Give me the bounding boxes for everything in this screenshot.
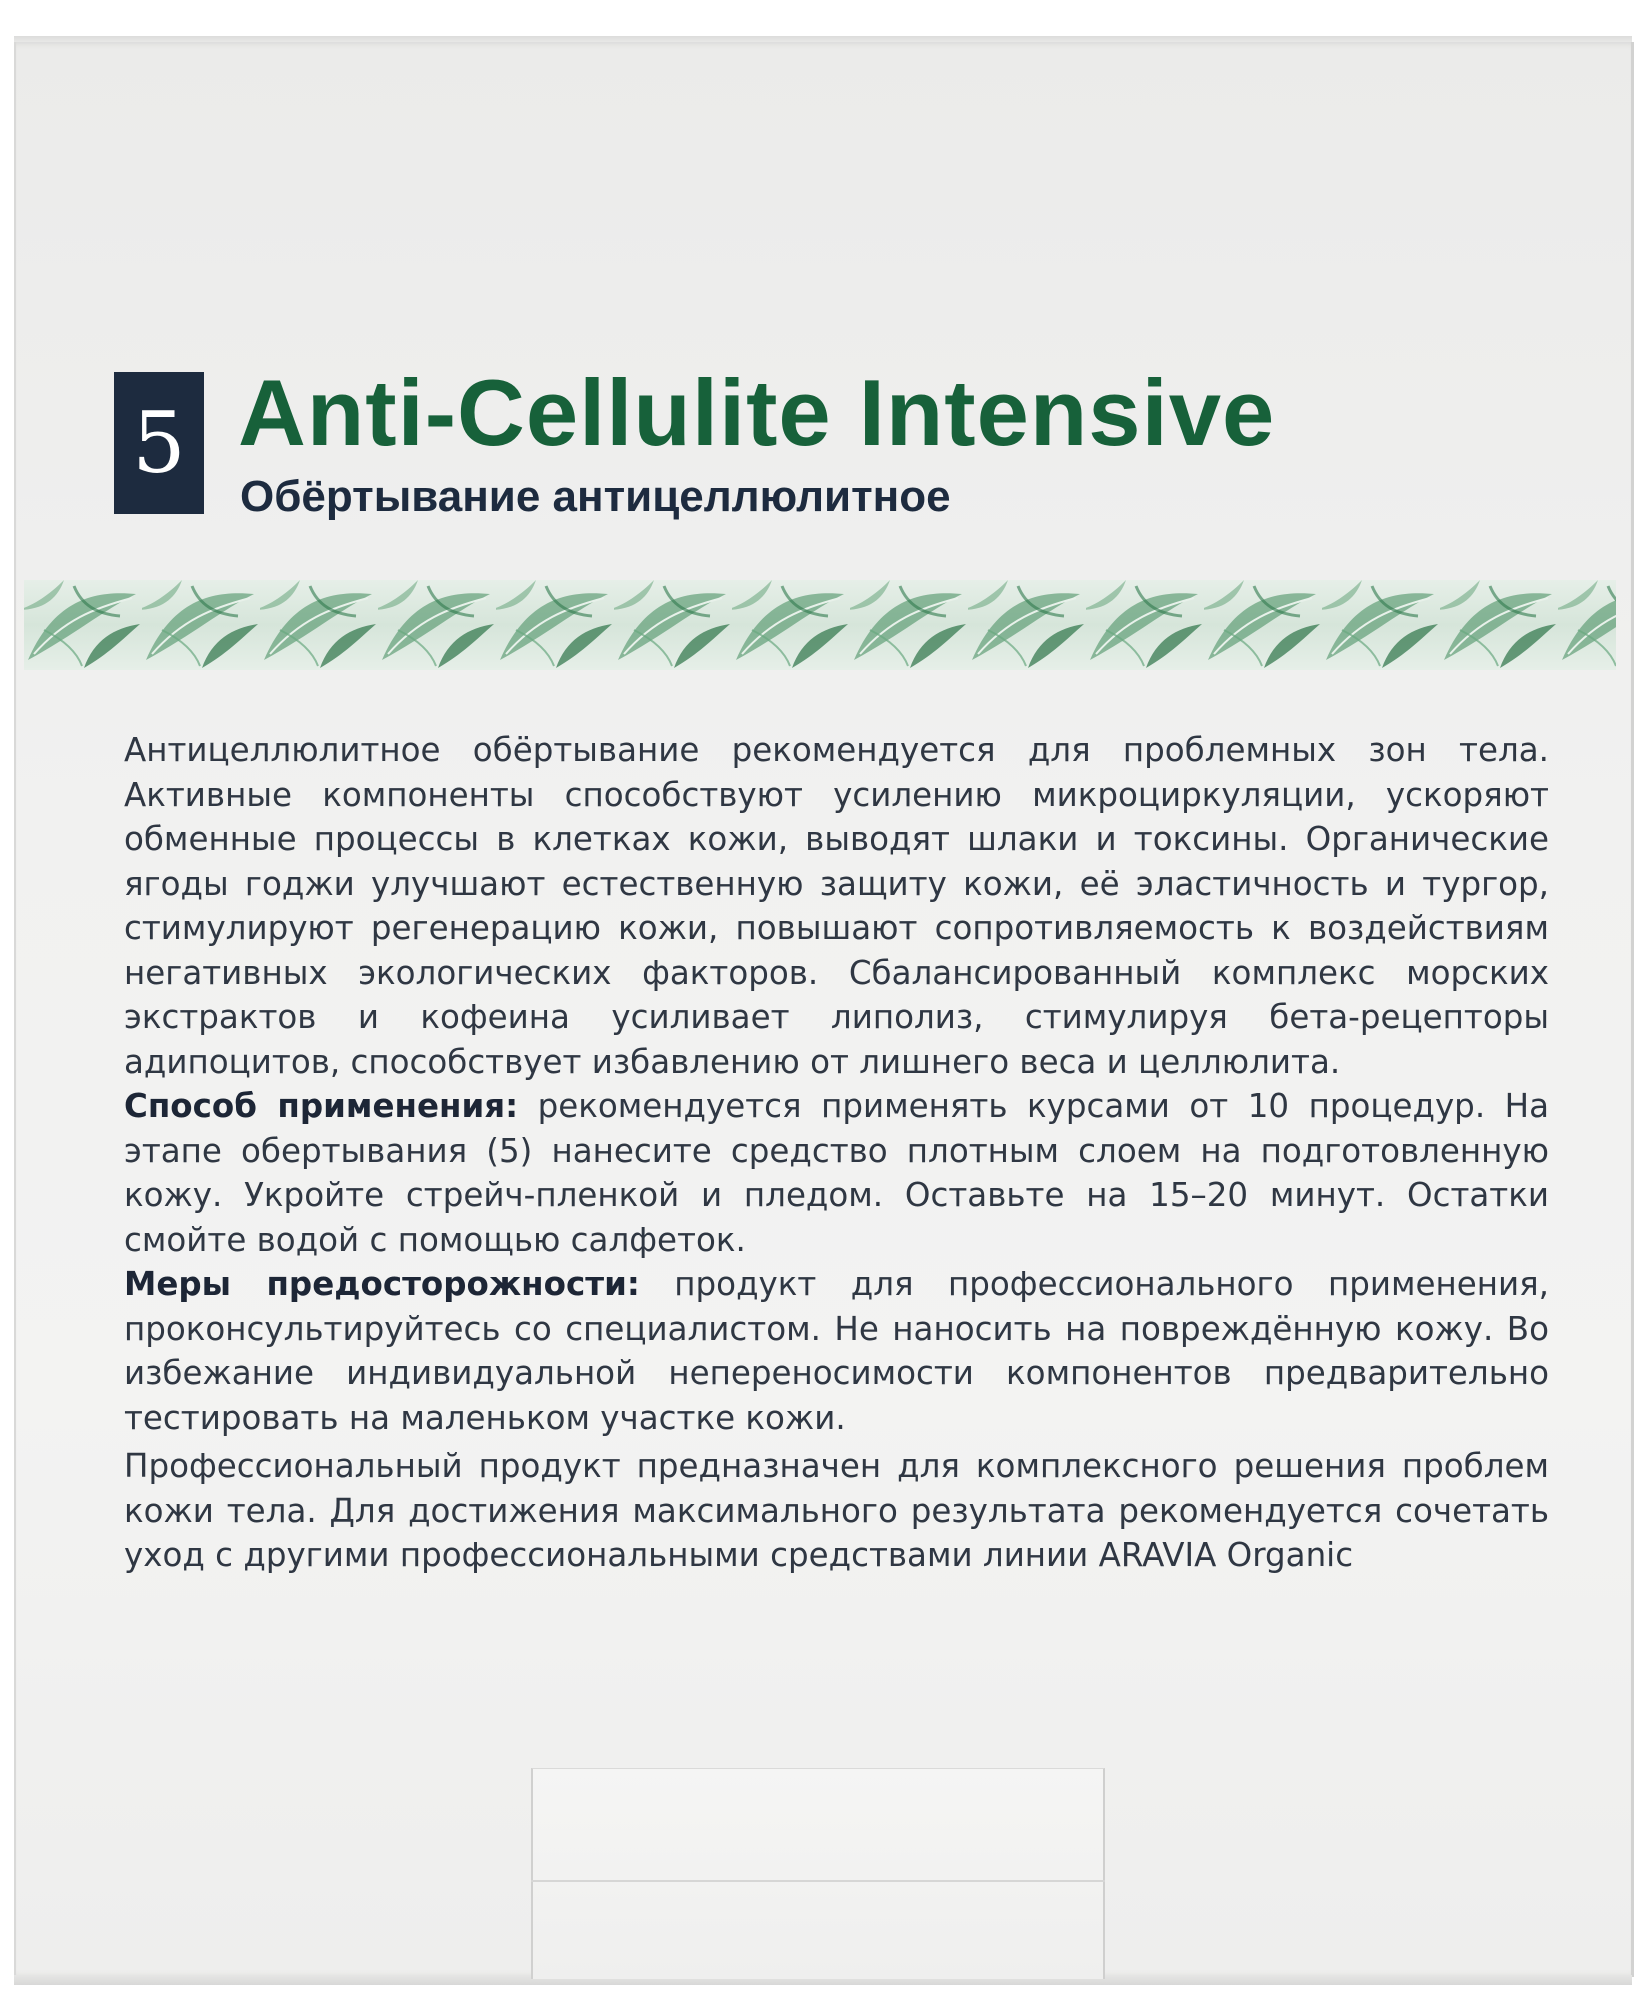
closing-paragraph: Профессиональный продукт предназначен для комплексного решения проблем кожи тела. Для достижения максимального результата рекомендуется сочетать уход с другими профессиональными средствами линии ARAVIA Organic <box>124 1447 1549 1574</box>
leaf-pattern-icon <box>24 580 1616 670</box>
precautions-label: Меры предосторожности: <box>124 1265 640 1303</box>
box-flap-crease <box>531 1880 1105 1882</box>
usage-paragraph <box>124 1084 1549 1262</box>
product-description-block <box>124 728 1549 1578</box>
usage-label: Способ применения: <box>124 1087 519 1125</box>
precautions-text: продукт для профессионального применения, проконсультируйтесь со специалистом. Не наносить на повреждённую кожу. Во избежание индивидуальной непереносимости компонентов предварительно тестировать на маленьком участке кожи. <box>124 1265 1549 1437</box>
leaf-pattern-band <box>24 580 1616 670</box>
product-subtitle: Обёртывание антицеллюлитное <box>240 472 951 521</box>
description-paragraph: Антицеллюлитное обёртывание рекомендуется для проблемных зон тела. Активные компоненты способствуют усилению микроциркуляции, ускоряют обменные процессы в клетках кожи, выводят шлаки и токсины. Органические ягоды годжи улучшают естественную защиту кожи, её эластичность и тургор, стимулируют регенерацию кожи, повышают сопротивляемость к воздействиям негативных экологических факторов. Сбалансированный комплекс морских экстрактов и кофеина усиливает липолиз, стимулируя бета-рецепторы адипоцитов, способствует избавлению от лишнего веса и целлюлита. <box>124 731 1549 1081</box>
step-number-badge: 5 <box>114 372 204 514</box>
product-title: Anti-Cellulite Intensive <box>238 360 1276 465</box>
box-tuck-flap <box>531 1768 1105 1979</box>
usage-text: рекомендуется применять курсами от 10 процедур. На этапе обертывания (5) нанесите средство плотным слоем на подготовленную кожу. Укройте стрейч-пленкой и пледом. Оставьте на 15–20 минут. Остатки смойте водой с помощью салфеток. <box>124 1087 1550 1259</box>
precautions-paragraph <box>124 1262 1549 1440</box>
